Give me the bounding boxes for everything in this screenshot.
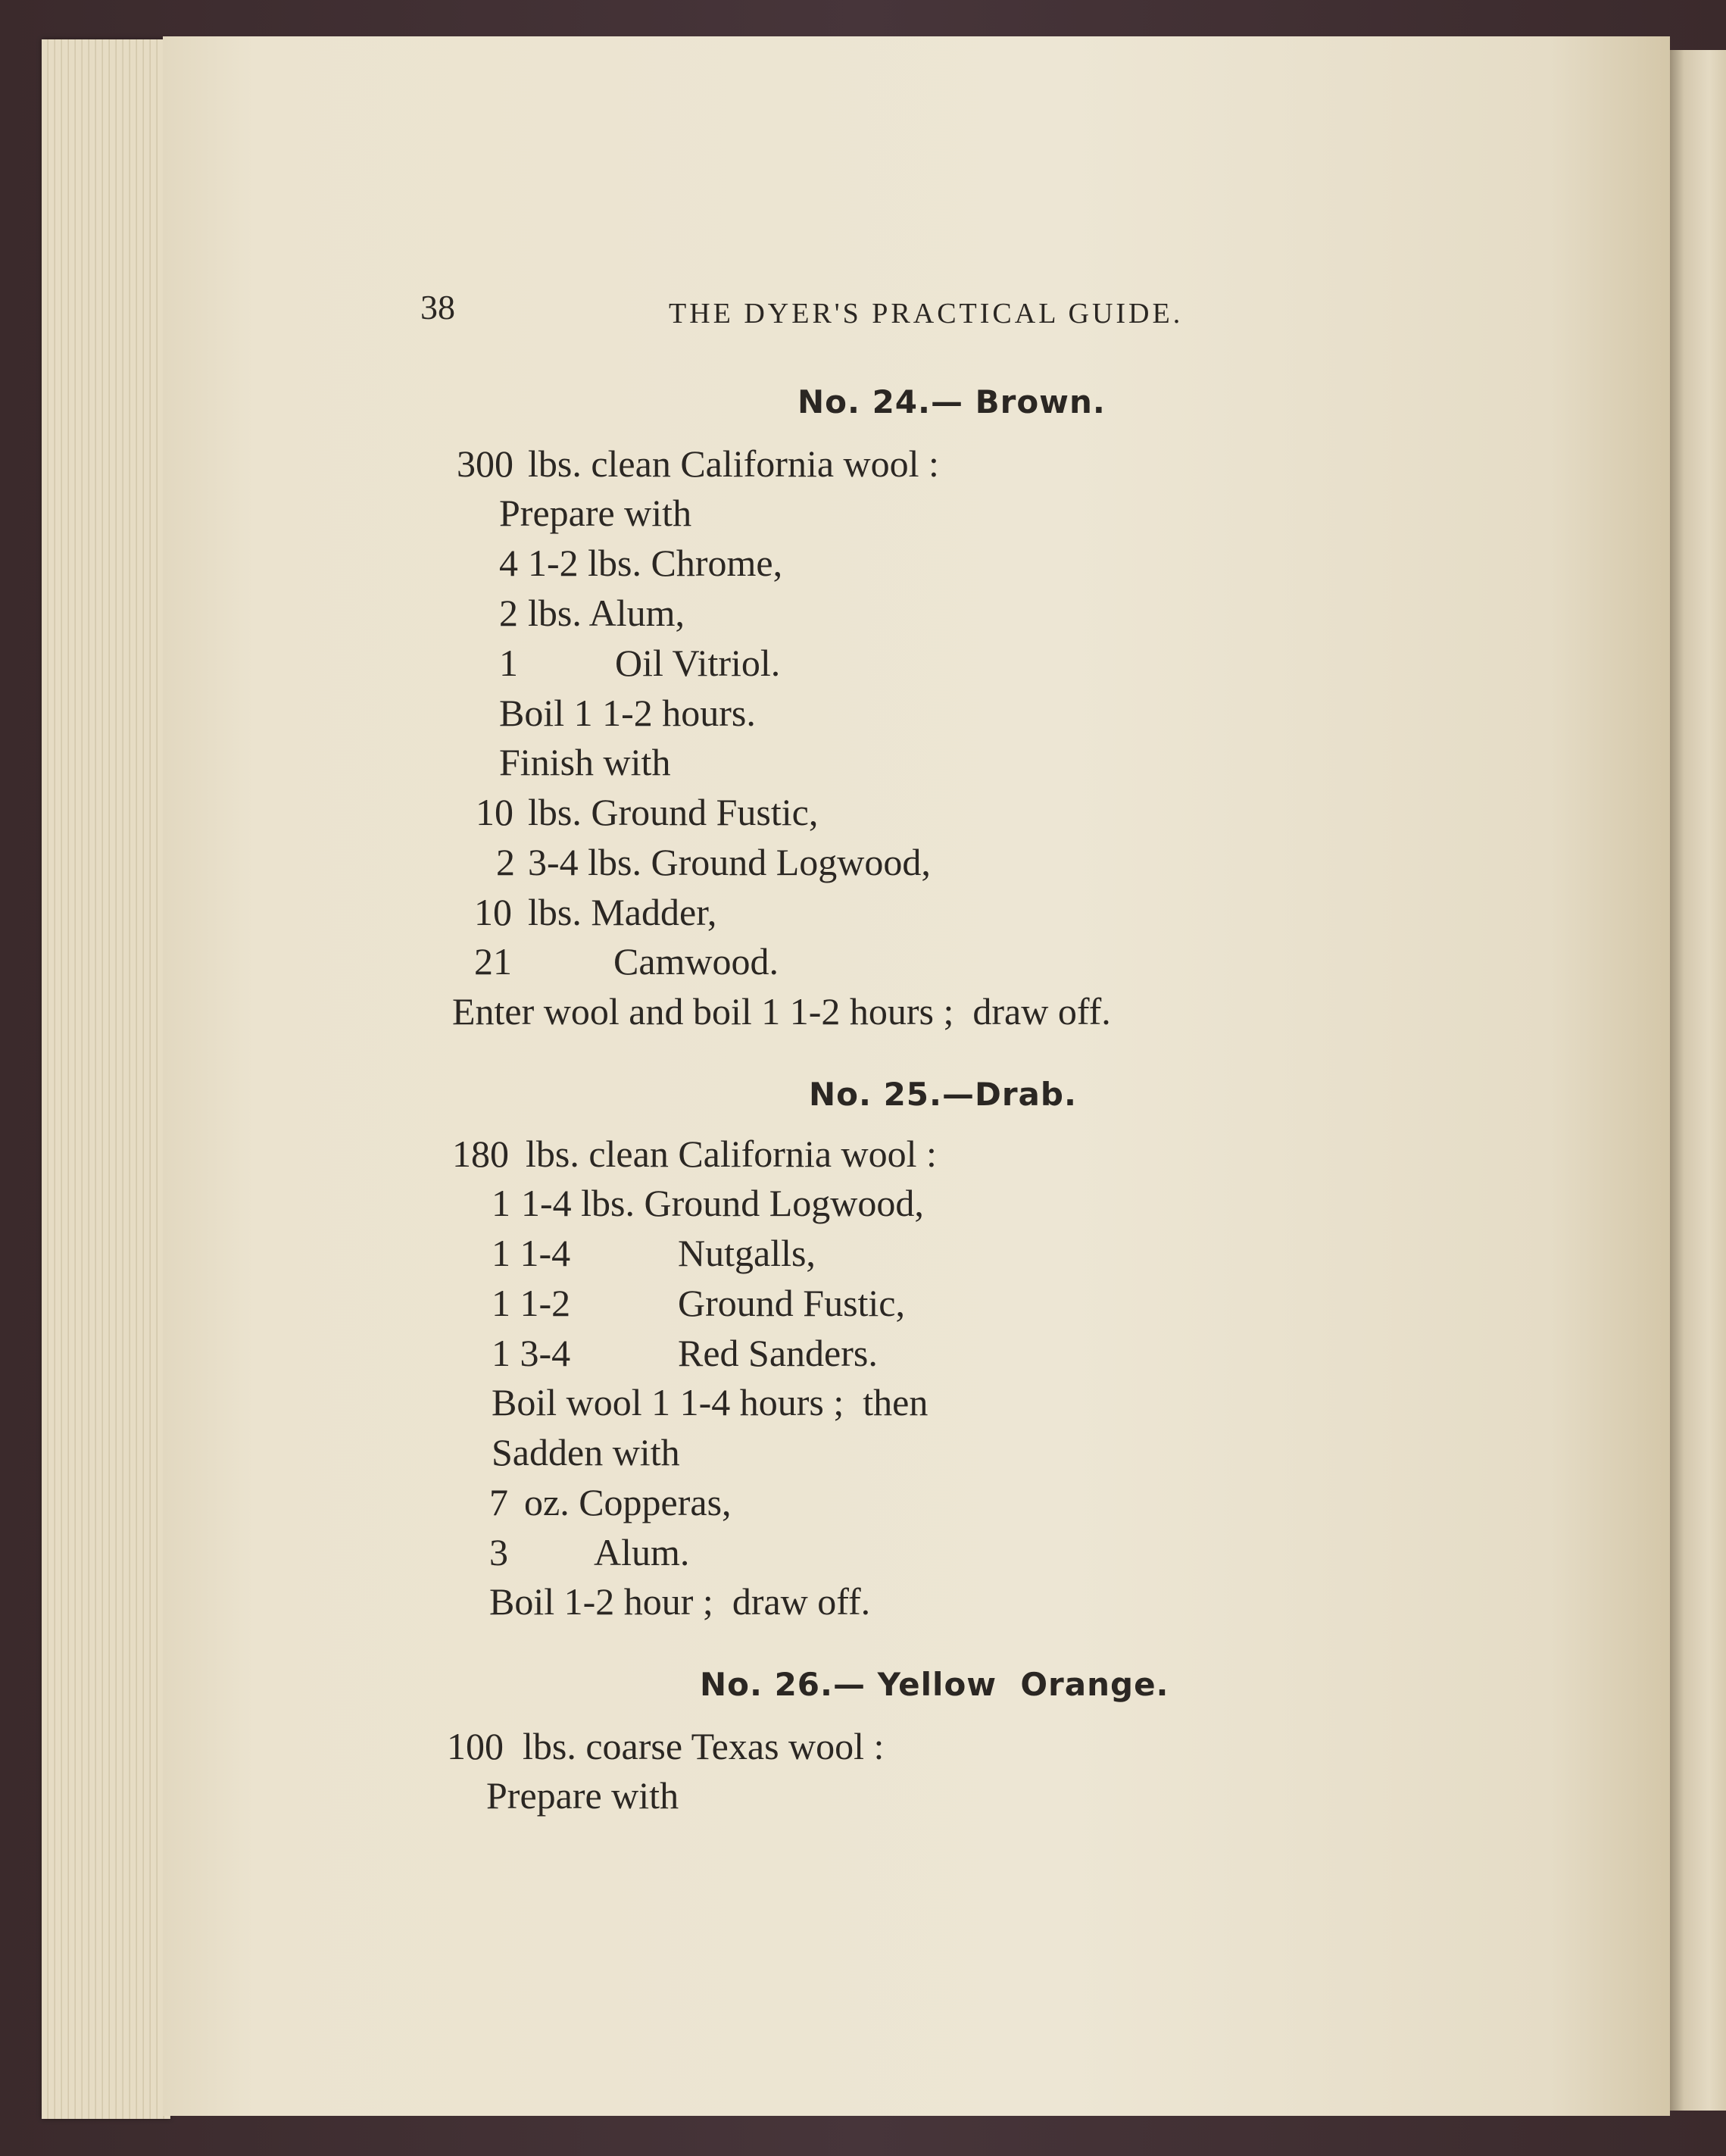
recipe-line-text: Camwood. <box>613 940 779 983</box>
recipe-line-text: 3-4 lbs. Ground Logwood, <box>528 841 931 883</box>
recipe-line-text: Ground Fustic, <box>678 1282 905 1324</box>
recipe-line-text: 1-4 lbs. Ground Logwood, <box>521 1182 924 1224</box>
recipe-line-qty: 180 <box>452 1133 509 1175</box>
recipe-line-text: lbs. Ground Fustic, <box>528 791 819 833</box>
recipe-line-qty: 2 <box>499 592 518 634</box>
recipe-line-text: Prepare with <box>486 1774 679 1817</box>
recipe-line-text: Red Sanders. <box>678 1332 878 1374</box>
recipe-line-text: Alum. <box>594 1531 690 1573</box>
recipe-line-text: Nutgalls, <box>678 1232 816 1274</box>
recipe-line-text: Sadden with <box>492 1431 680 1473</box>
recipe-line-qty: 1 3-4 <box>492 1332 571 1374</box>
recipe-line-text: Boil 1-2 hour ; draw off. <box>489 1580 871 1623</box>
recipe-line-qty: 21 <box>474 940 512 983</box>
recipe-line-text: Boil wool 1 1-4 hours ; then <box>492 1381 929 1423</box>
recipe-line-qty: 300 <box>457 442 513 485</box>
recipe-line-text: 1-2 lbs. Chrome, <box>528 542 783 584</box>
recipe-line-text: lbs. clean California wool : <box>528 442 939 485</box>
recipe-line-qty: 1 1-4 <box>492 1232 571 1274</box>
recipe-line-text: lbs. coarse Texas wool : <box>523 1725 885 1767</box>
recipe-line-text: Oil Vitriol. <box>615 642 781 684</box>
recipe-line-text: Boil 1 1-2 hours. <box>499 692 756 734</box>
recipe-line-text: lbs. Madder, <box>528 891 717 933</box>
recipe-line-qty: 1 1-2 <box>492 1282 571 1324</box>
recipe-line-qty: 1 <box>499 642 518 684</box>
recipe-line-qty: 10 <box>476 791 513 833</box>
running-head: THE DYER'S PRACTICAL GUIDE. <box>669 298 1184 330</box>
recipe-line-qty: 3 <box>489 1531 508 1573</box>
recipe-line-text: Enter wool and boil 1 1-2 hours ; draw off. <box>452 990 1111 1033</box>
recipe-line-text: oz. Copperas, <box>524 1481 732 1523</box>
recipe-heading: No. 25.—Drab. <box>809 1076 1077 1113</box>
recipe-line-qty: 1 <box>492 1182 510 1224</box>
recipe-line-text: Prepare with <box>499 492 692 534</box>
recipe-line-qty: 10 <box>474 891 512 933</box>
recipe-line-qty: 7 <box>489 1481 508 1523</box>
recipe-line-text: lbs. Alum, <box>528 592 685 634</box>
recipe-line-qty: 100 <box>447 1725 504 1767</box>
page-number: 38 <box>420 288 455 327</box>
recipe-heading: No. 24.— Brown. <box>797 383 1106 420</box>
recipe-line-text: lbs. clean California wool : <box>526 1133 937 1175</box>
recipe-heading: No. 26.— Yellow Orange. <box>700 1666 1169 1703</box>
recipe-line-text: Finish with <box>499 741 671 783</box>
recipe-line-qty: 4 <box>499 542 518 584</box>
recipe-line-qty: 2 <box>496 841 515 883</box>
